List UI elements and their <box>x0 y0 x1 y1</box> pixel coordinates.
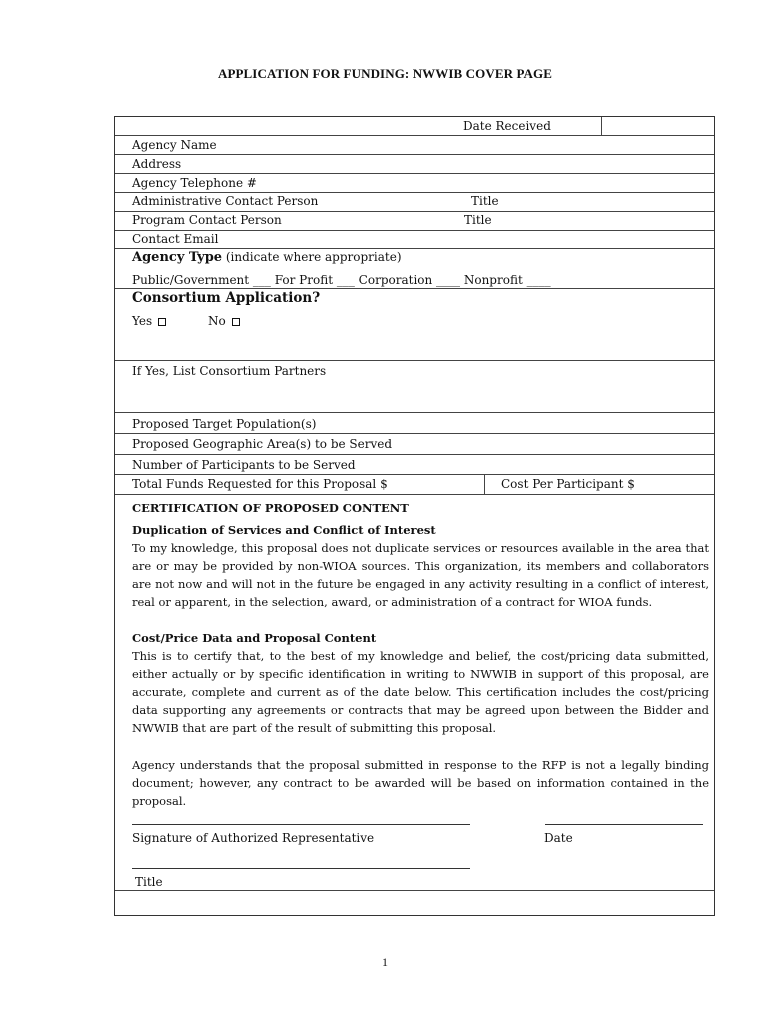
date-received-label: Date Received <box>463 119 551 133</box>
no-label: No <box>208 314 226 328</box>
admin-contact-label: Administrative Contact Person <box>132 194 319 208</box>
duplication-text: To my knowledge, this proposal does not duplicate services or resources available in the area that are or may be provided by non-WIOA sources. This organization, its members and collaborators are not now and will not in the future be engaged in any activity resulting in a conflict of interest, real or apparent, in the selection, award, or administration of a contract for WIOA funds. <box>132 541 709 609</box>
program-title-label: Title <box>464 213 492 227</box>
contact-email-label: Contact Email <box>132 232 219 246</box>
date-divider <box>601 117 602 135</box>
duplication-heading: Duplication of Services and Conflict of Interest <box>132 523 436 537</box>
program-contact-label: Program Contact Person <box>132 213 282 227</box>
title-label: Title <box>135 875 163 889</box>
consortium-no-option[interactable] <box>208 313 240 329</box>
consortium-heading: Consortium Application? <box>132 290 321 306</box>
cost-price-text: This is to certify that, to the best of my knowledge and belief, the cost/pricing data submitted, either actually or by specific identification in writing to NWWIB in support of this proposal, are accurate, complete and current as of the date below. This certification includes the cost/pricing data supporting any agreements or contracts that may be agreed upon between the Bidder and NWWIB that are part of the result of submitting this proposal. <box>132 649 709 735</box>
admin-title-label: Title <box>471 194 499 208</box>
agency-telephone-label: Agency Telephone # <box>132 176 257 190</box>
consortium-yes-option[interactable] <box>132 313 166 329</box>
certification-heading: CERTIFICATION OF PROPOSED CONTENT <box>132 501 409 515</box>
agency-name-label: Agency Name <box>132 138 217 152</box>
agency-type-title: Agency Type <box>132 250 223 265</box>
no-checkbox[interactable] <box>232 318 240 326</box>
date-received-field[interactable] <box>603 117 713 134</box>
agency-type-options[interactable]: Public/Government ___ For Profit ___ Corporation ____ Nonprofit ____ <box>132 273 551 287</box>
cover-page-form <box>114 116 715 916</box>
address-label: Address <box>132 157 182 171</box>
agency-understanding-text: Agency understands that the proposal submitted in response to the RFP is not a legally binding document; however, any contract to be awarded will be based on information contained in the proposal. <box>132 758 709 808</box>
page-number: 1 <box>382 955 388 969</box>
yes-checkbox[interactable] <box>158 318 166 326</box>
consortium-partners-label: If Yes, List Consortium Partners <box>132 364 327 378</box>
target-population-label: Proposed Target Population(s) <box>132 417 317 431</box>
num-participants-label: Number of Participants to be Served <box>132 458 356 472</box>
geographic-area-label: Proposed Geographic Area(s) to be Served <box>132 437 393 451</box>
yes-label: Yes <box>132 314 153 328</box>
cost-price-heading: Cost/Price Data and Proposal Content <box>132 631 377 645</box>
signature-label: Signature of Authorized Representative <box>132 831 375 845</box>
agency-type-hint: (indicate where appropriate) <box>222 250 402 264</box>
signature-line[interactable] <box>132 824 470 825</box>
title-line[interactable] <box>132 868 470 869</box>
cost-per-participant-label: Cost Per Participant $ <box>501 477 635 491</box>
total-funds-label: Total Funds Requested for this Proposal $ <box>132 477 388 491</box>
date-line[interactable] <box>545 824 703 825</box>
agency-type-heading <box>132 249 402 266</box>
date-label: Date <box>544 831 573 845</box>
page-title: APPLICATION FOR FUNDING: NWWIB COVER PAGE <box>217 66 553 81</box>
